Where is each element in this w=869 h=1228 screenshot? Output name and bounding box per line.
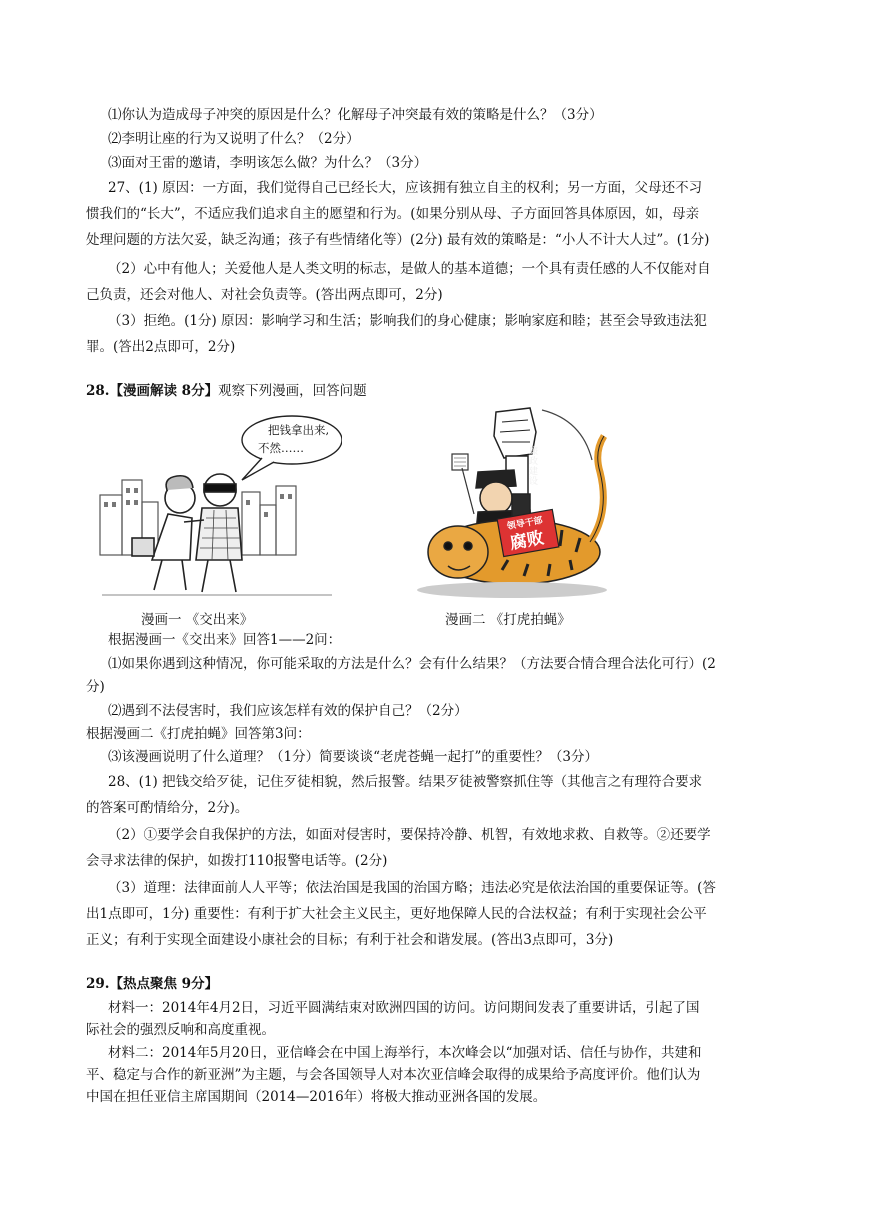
q29-material2-line2: 平、稳定与合作的新亚洲”为主题，与会各国领导人对本次亚信峰会取得的成果给予高度评价。他们认为: [86, 1067, 701, 1083]
comic-one-illustration: [92, 410, 342, 600]
q29-material1-line1: 材料一：2014年4月2日，习近平圆满结束对欧洲四国的访问。访问期间发表了重要讲话，引起了国: [108, 1000, 700, 1016]
q28-sub1-line2: 分): [86, 679, 105, 695]
q27-answer2-line2: 己负责，还会对他人、对社会负责等。(答出两点即可，2分): [86, 287, 443, 303]
q28-heading: [86, 381, 367, 401]
q28-answer3-line2: 出1点即可，1分) 重要性：有利于扩大社会主义民主，更好地保障人民的合法权益；有利于实现社会公平: [86, 906, 707, 922]
q28-sub2: ⑵遇到不法侵害时，我们应该怎样有效的保护自己？（2分）: [108, 703, 468, 719]
q28-answer2-line1: （2）①要学会自我保护的方法，如面对侵害时，要保持冷静、机智，有效地求救、自救等。②还要学: [108, 827, 711, 843]
comic-one-bubble-line2: 不然……: [258, 441, 304, 455]
q28-heading-label: 28.【漫画解读 8分】: [86, 383, 219, 399]
q28-heading-instruction: 观察下列漫画，回答问题: [218, 383, 367, 399]
q28-intro-two: 根据漫画二《打虎拍蝇》回答第3问：: [86, 726, 311, 742]
q27-answer3-line2: 罪。(答出2点即可，2分): [86, 339, 236, 355]
comic-one-bubble-line1: 把钱拿出来,: [268, 423, 330, 437]
q28-intro-one: 根据漫画一《交出来》回答1——2问：: [108, 632, 342, 648]
comic-two-arm-label: 廉政建设: [527, 446, 537, 486]
q28-answer1-line1: 28、(1) 把钱交给歹徒，记住歹徒相貌，然后报警。结果歹徒被警察抓住等（其他言之有理符合要求: [108, 774, 703, 790]
comic-two-caption: 漫画二 《打虎拍蝇》: [445, 612, 571, 628]
q28-answer3-line1: （3）道理：法律面前人人平等；依法治国是我国的治国方略；违法必究是依法治国的重要保证等。(答: [108, 880, 716, 896]
q29-material2-line1: 材料二：2014年5月20日，亚信峰会在中国上海举行，本次峰会以“加强对话、信任与协作，共建和: [108, 1045, 702, 1061]
q29-material2-line3: 中国在担任亚信主席国期间（2014—2016年）将极大推动亚洲各国的发展。: [86, 1089, 547, 1105]
q28-answer1-line2: 的答案可酌情给分，2分)。: [86, 800, 249, 816]
comic-one-caption: 漫画一 《交出来》: [141, 612, 254, 628]
q28-answer3-line3: 正义；有利于实现全面建设小康社会的目标；有利于社会和谐发展。(答出3点即可，3分): [86, 932, 614, 948]
q27-answer1-line1: 27、(1) 原因：一方面，我们觉得自己已经长大，应该拥有独立自主的权利；另一方面，父母还不习: [108, 180, 703, 196]
q28-sub1-line1: ⑴如果你遇到这种情况，你可能采取的方法是什么？会有什么结果？（方法要合情合理合法化可行）(2: [108, 656, 716, 672]
q27-answer1-line2: 惯我们的“长大”，不适应我们追求自主的愿望和行为。(如果分别从母、子方面回答具体原因，如，母亲: [86, 206, 700, 222]
comic-two-illustration: [412, 402, 612, 602]
comic-two-sign-small: 领导干部: [506, 515, 544, 533]
q28-sub3: ⑶该漫画说明了什么道理？（1分）简要谈谈“老虎苍蝇一起打”的重要性？（3分）: [108, 749, 598, 765]
q27-sub2: ⑵李明让座的行为又说明了什么？（2分）: [108, 131, 360, 147]
comic-two-sign-main: 腐败: [508, 528, 546, 554]
q27-answer1-line3: 处理问题的方法欠妥，缺乏沟通；孩子有些情绪化等）(2分) 最有效的策略是：“小人不计大人过”。(1分): [86, 232, 710, 248]
q27-sub3: ⑶面对王雷的邀请，李明该怎么做？为什么？（3分）: [108, 155, 428, 171]
q28-answer2-line2: 会寻求法律的保护，如拨打110报警电话等。(2分): [86, 853, 388, 869]
q29-material1-line2: 际社会的强烈反响和高度重视。: [86, 1022, 275, 1038]
q29-heading: 29.【热点聚焦 9分】: [86, 976, 219, 992]
q27-answer2-line1: （2）心中有他人；关爱他人是人类文明的标志，是做人的基本道德；一个具有责任感的人不仅能对自: [108, 261, 711, 277]
q27-answer3-line1: （3）拒绝。(1分) 原因：影响学习和生活；影响我们的身心健康；影响家庭和睦；甚至会导致违法犯: [108, 313, 708, 329]
q27-sub1: ⑴你认为造成母子冲突的原因是什么？化解母子冲突最有效的策略是什么？（3分）: [108, 107, 603, 123]
